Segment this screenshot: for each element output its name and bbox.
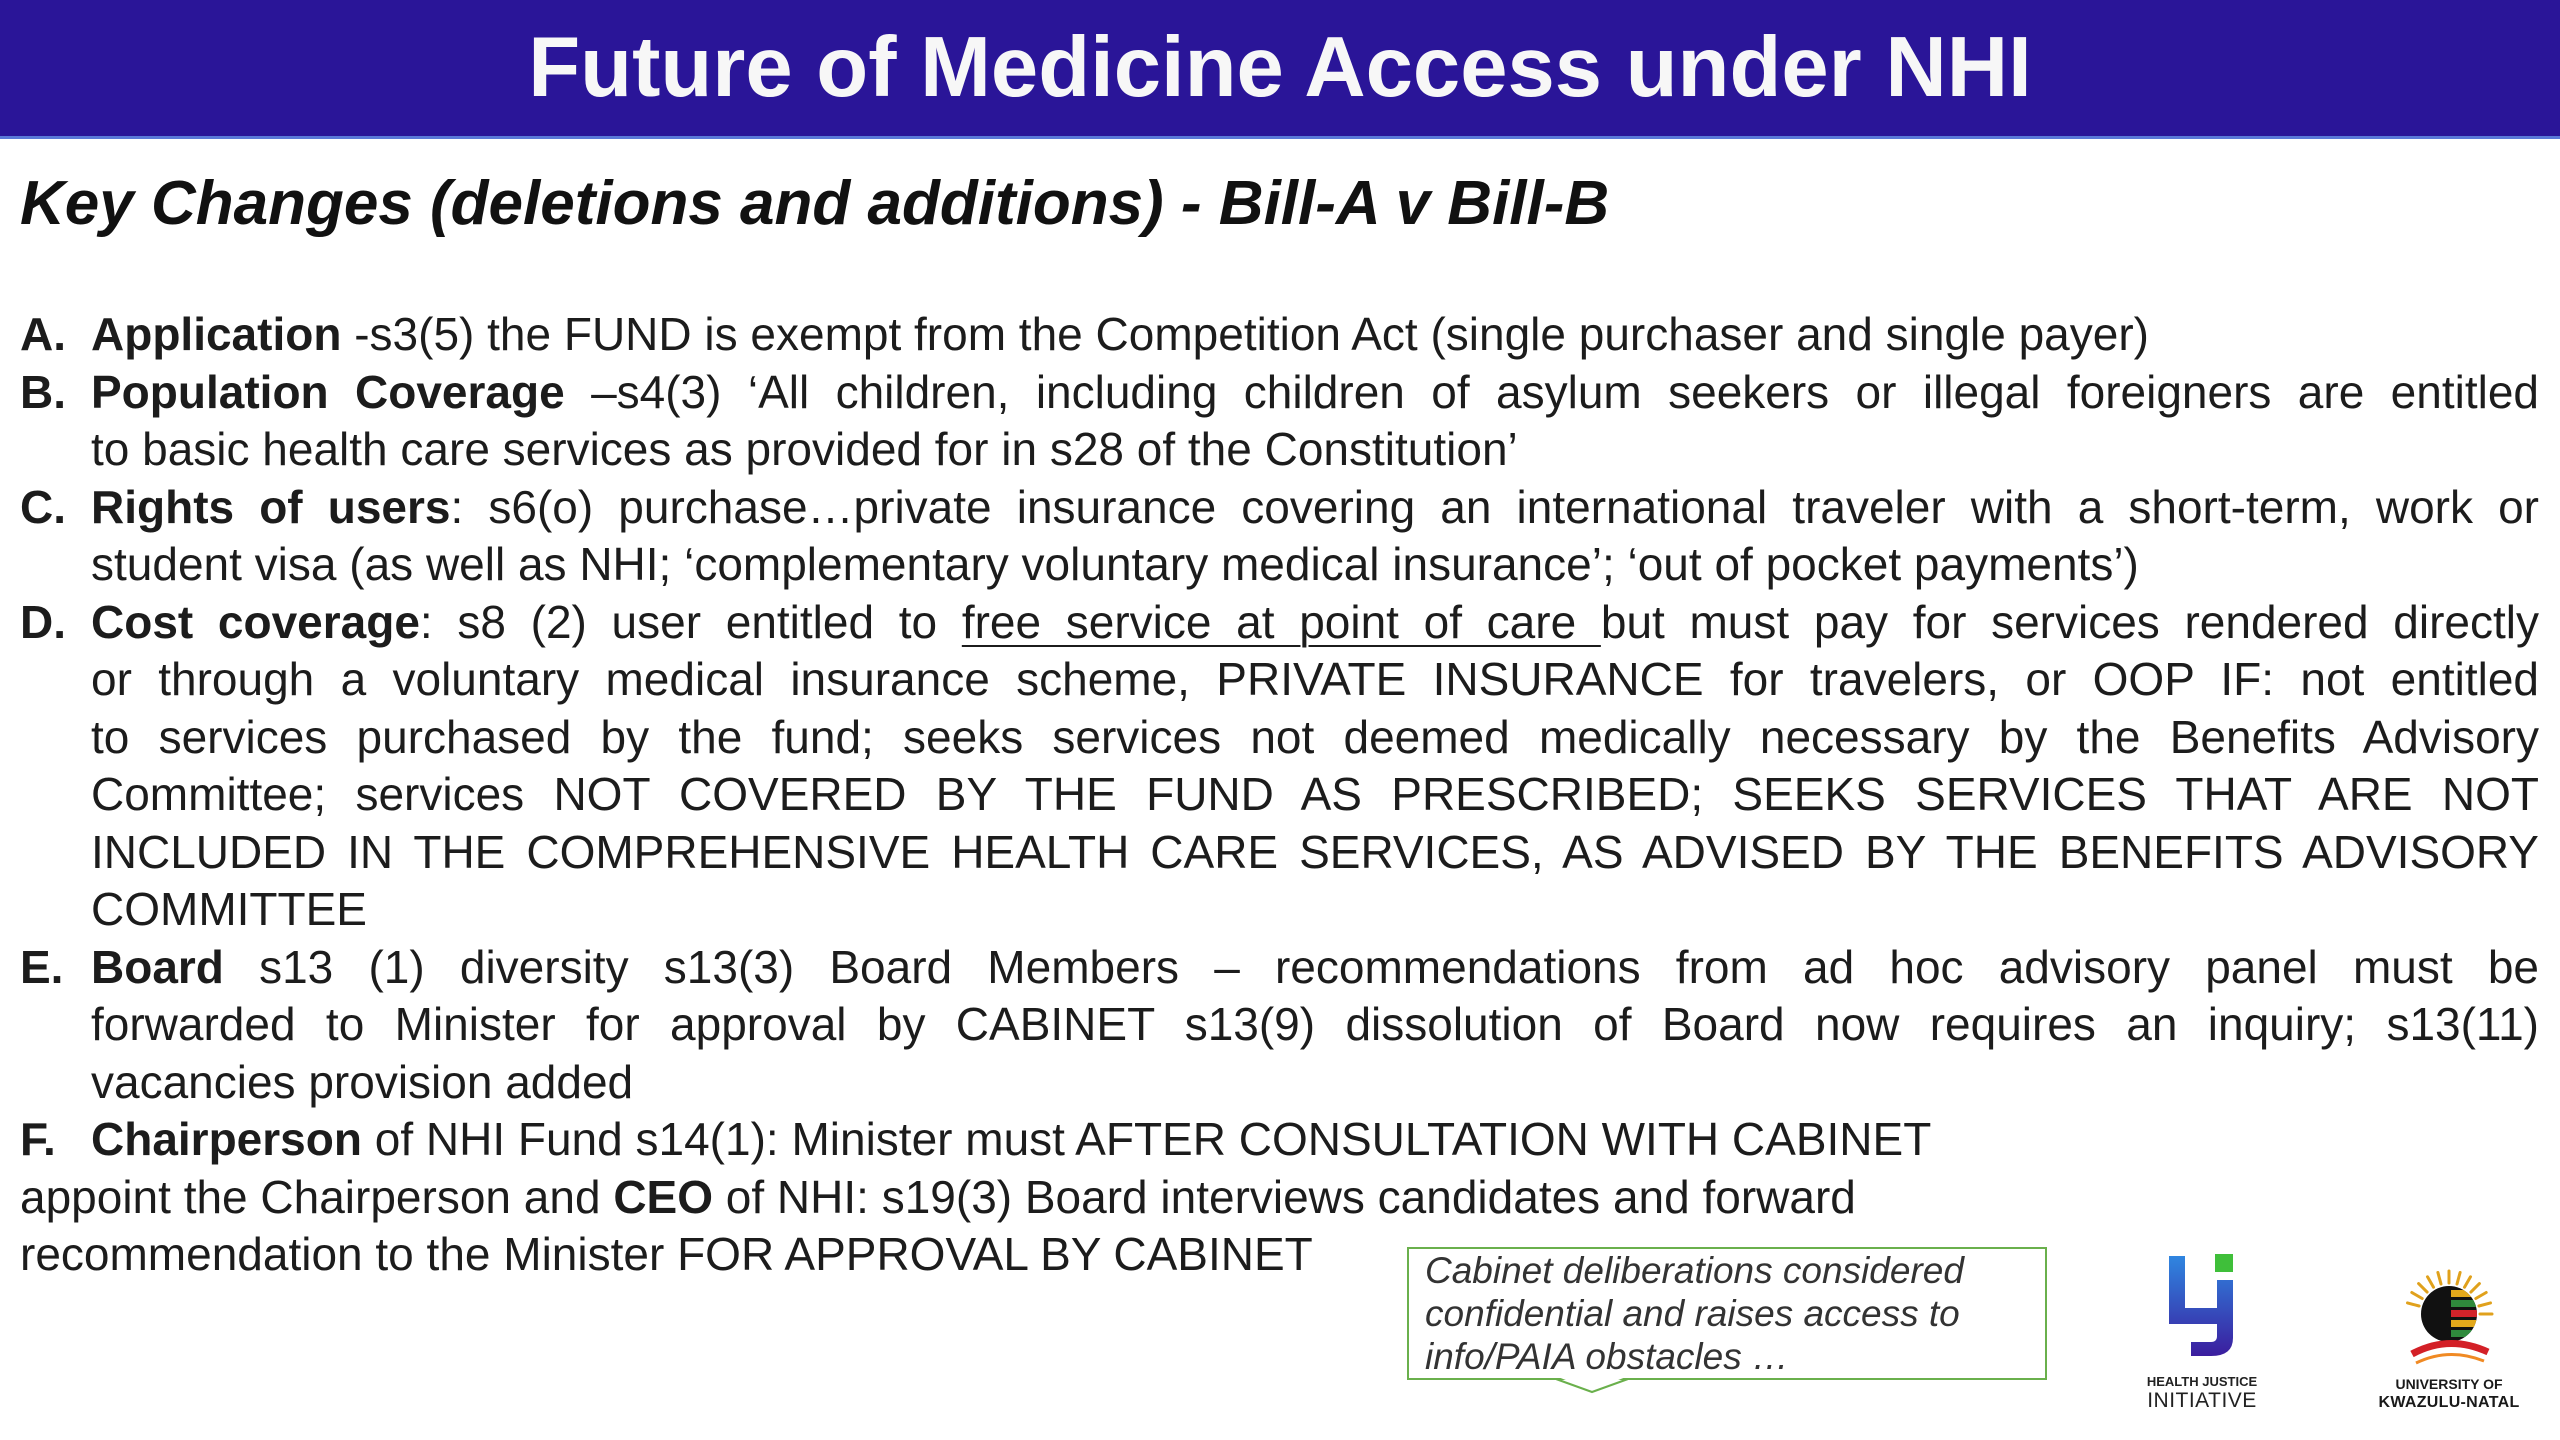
item-text: Committee; services NOT COVERED BY THE FUND AS PRESCRIBED; SEEKS SERVICES THAT ARE NOT (91, 768, 2539, 820)
hji-mark-icon (2165, 1252, 2239, 1358)
callout-line: confidential and raises access to (1425, 1293, 1960, 1334)
key-changes-list (20, 306, 2539, 1284)
item-label: A. (20, 308, 66, 360)
item-text: INCLUDED IN THE COMPREHENSIVE HEALTH CARE SERVICES, AS ADVISED BY THE BENEFITS ADVISORY (91, 825, 2539, 878)
bold-term: Cost coverage (91, 595, 420, 648)
item-label: D. (20, 595, 66, 648)
item-text: appoint the Chairperson and (20, 1170, 614, 1223)
item-line (20, 939, 2539, 997)
ukzn-emblem-icon (2404, 1262, 2494, 1370)
underlined-phrase: free service at point of care (961, 595, 1601, 648)
item-text: : s8 (2) user entitled to (419, 595, 962, 648)
item-line (20, 766, 2539, 824)
item-line (20, 651, 2539, 709)
item-text: to basic health care services as provided for in s28 of the Constitution’ (91, 423, 1518, 475)
list-item-a (20, 306, 2539, 364)
item-text: but must pay for services rendered directly (1600, 595, 2539, 648)
item-line (20, 364, 2539, 422)
item-text: or through a voluntary medical insurance scheme, PRIVATE INSURANCE for travelers, or OOP IF: not entitled (91, 653, 2539, 705)
item-label: E. (20, 940, 64, 993)
item-text: student visa (as well as NHI; ‘complementary voluntary medical insurance’; ‘out of pocket payments’) (91, 538, 2139, 590)
item-text: of NHI: s19(3) Board interviews candidates and forward (713, 1170, 1856, 1223)
item-text: forwarded to Minister for approval by CABINET s13(9) dissolution of Board now requires an inquiry; s13(11) (91, 998, 2539, 1050)
logo-text: KWAZULU-NATAL (2378, 1394, 2520, 1411)
item-line (20, 824, 2539, 882)
callout-pointer (1556, 1377, 1628, 1395)
bold-term: CEO (613, 1170, 713, 1223)
bold-term: Chairperson (91, 1113, 362, 1165)
item-line (20, 996, 2539, 1054)
callout-line: Cabinet deliberations considered (1425, 1250, 1964, 1291)
slide-title: Future of Medicine Access under NHI (528, 20, 2032, 115)
item-text: -s3(5) the FUND is exempt from the Competition Act (single purchaser and single payer) (341, 308, 2149, 360)
logo-text: HEALTH JUSTICE (2146, 1374, 2258, 1389)
callout-box (1407, 1247, 2047, 1380)
item-line (20, 1111, 2539, 1169)
health-justice-initiative-logo (2140, 1252, 2264, 1412)
bold-term: Population Coverage (91, 365, 565, 418)
ukzn-logo (2366, 1262, 2532, 1412)
item-line (20, 594, 2539, 652)
item-text: : s6(o) purchase…private insurance covering an international traveler with a short-term, work or (450, 480, 2540, 533)
item-label: F. (20, 1113, 56, 1165)
item-line (20, 536, 2539, 594)
item-text: vacancies provision added (91, 1055, 634, 1108)
item-text: of NHI Fund s14(1): Minister must AFTER CONSULTATION WITH CABINET (361, 1113, 1932, 1165)
item-line (20, 306, 2539, 364)
item-line (20, 881, 2539, 939)
item-line (20, 1054, 2539, 1112)
list-item-e (20, 939, 2539, 1112)
slide-subtitle: Key Changes (deletions and additions) - Bill-A v Bill-B (20, 169, 1610, 238)
list-item-c (20, 479, 2539, 594)
logo-text: UNIVERSITY OF (2395, 1376, 2503, 1392)
callout-line: info/PAIA obstacles … (1425, 1336, 1790, 1377)
item-text: COMMITTEE (91, 883, 367, 935)
item-text: to services purchased by the fund; seeks services not deemed medically necessary by the Benefits Advisory (91, 710, 2539, 763)
item-label: C. (20, 480, 66, 533)
item-line (20, 1169, 2539, 1227)
item-line (20, 421, 2539, 479)
item-text: recommendation to the Minister FOR APPROVAL BY CABINET (20, 1228, 1313, 1280)
bold-term: Application (91, 308, 342, 360)
bold-term: Board (91, 940, 224, 993)
item-text: –s4(3) ‘All children, including children of asylum seekers or illegal foreigners are entitled (564, 365, 2540, 418)
item-line (20, 479, 2539, 537)
item-line (20, 709, 2539, 767)
list-item-b (20, 364, 2539, 479)
item-text: s13 (1) diversity s13(3) Board Members – recommendations from ad hoc advisory panel must be (223, 940, 2539, 993)
bold-term: Rights of users (91, 480, 451, 533)
slide-header (0, 0, 2560, 139)
list-item-d (20, 594, 2539, 939)
item-label: B. (20, 365, 66, 418)
logo-text: INITIATIVE (2147, 1389, 2257, 1412)
